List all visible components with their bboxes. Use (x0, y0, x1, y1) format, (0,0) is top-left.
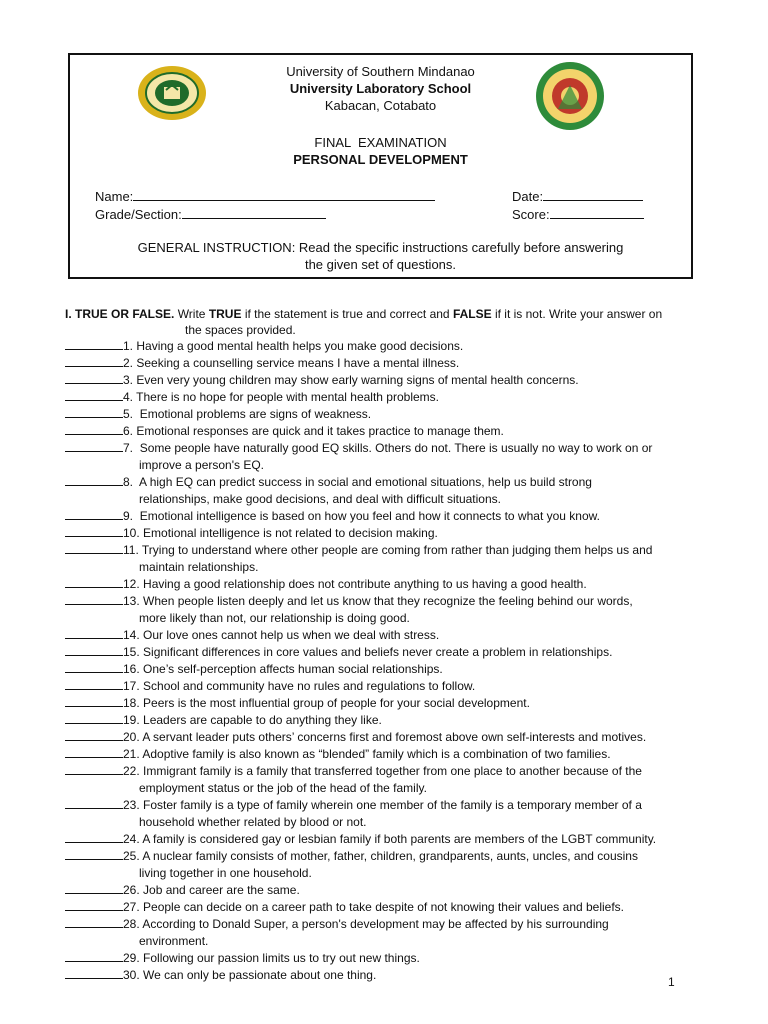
instruction-line-1: GENERAL INSTRUCTION: Read the specific instructions carefully before answering (137, 240, 624, 255)
question-text-continued: relationships, make good decisions, and deal with difficult situations. (139, 492, 501, 506)
question-text-continued: more likely than not, our relationship is doing good. (139, 611, 410, 625)
question-text: Having a good mental health helps you make good decisions. (136, 339, 464, 353)
answer-blank[interactable] (65, 797, 123, 809)
general-instruction (70, 239, 691, 273)
question-number: 16. (123, 662, 140, 676)
question-item (65, 763, 735, 797)
question-item (65, 831, 735, 848)
answer-blank[interactable] (65, 661, 123, 673)
question-item (65, 729, 735, 746)
question-number: 20. (123, 730, 140, 744)
question-item (65, 644, 735, 661)
question-text: Job and career are the same. (143, 883, 300, 897)
question-item (65, 950, 735, 967)
question-text: Having a good relationship does not contribute anything to us having a good health. (143, 577, 587, 591)
grade-section-label: Grade/Section: (95, 207, 182, 222)
question-text: Emotional problems are signs of weakness. (136, 407, 372, 421)
question-number: 28. (123, 917, 140, 931)
question-text: Peers is the most influential group of people for your social development. (143, 696, 530, 710)
question-number: 9. (123, 509, 134, 523)
question-text: Some people have naturally good EQ skills. Others do not. There is usually no way to work on or (136, 441, 653, 455)
section-instructions (65, 306, 725, 338)
score-field[interactable] (512, 206, 644, 223)
section-text-2: if the statement is true and correct and (244, 307, 450, 321)
question-number: 17. (123, 679, 140, 693)
question-item (65, 576, 735, 593)
question-text: Significant differences in core values and beliefs never create a problem in relationships. (143, 645, 613, 659)
answer-blank[interactable] (65, 882, 123, 894)
answer-blank[interactable] (65, 644, 123, 656)
answer-blank[interactable] (65, 355, 123, 367)
question-list (65, 338, 735, 984)
question-text: There is no hope for people with mental health problems. (136, 390, 439, 404)
school-name: University Laboratory School (289, 81, 472, 96)
question-number: 25. (123, 849, 140, 863)
question-item (65, 746, 735, 763)
question-text-continued: living together in one household. (139, 866, 312, 880)
question-text: A servant leader puts others’ concerns first and foremost above own self-interests and motives. (142, 730, 647, 744)
question-item (65, 899, 735, 916)
exam-header-box (68, 53, 693, 279)
question-number: 11. (123, 543, 139, 557)
subject-title: PERSONAL DEVELOPMENT (293, 152, 468, 167)
score-label: Score: (512, 207, 550, 222)
question-item (65, 593, 735, 627)
page-number: 1 (668, 975, 675, 989)
question-number: 21. (123, 747, 140, 761)
question-item (65, 372, 735, 389)
question-item (65, 474, 735, 508)
answer-blank[interactable] (65, 508, 123, 520)
name-field[interactable] (95, 188, 435, 205)
question-text: Adoptive family is also known as “blended” family which is a combination of two families. (142, 747, 611, 761)
date-line[interactable] (543, 188, 643, 201)
question-text: Immigrant family is a family that transferred together from one place to another because of the (143, 764, 642, 778)
question-item (65, 389, 735, 406)
answer-blank[interactable] (65, 848, 123, 860)
answer-blank[interactable] (65, 678, 123, 690)
answer-blank[interactable] (65, 389, 123, 401)
answer-blank[interactable] (65, 695, 123, 707)
answer-blank[interactable] (65, 593, 123, 605)
question-item (65, 797, 735, 831)
true-keyword: TRUE (208, 307, 242, 321)
question-number: 15. (123, 645, 140, 659)
name-label: Name: (95, 189, 134, 204)
question-number: 23. (123, 798, 140, 812)
answer-blank[interactable] (65, 729, 123, 741)
answer-blank[interactable] (65, 406, 123, 418)
answer-blank[interactable] (65, 525, 123, 537)
question-number: 4. (123, 390, 134, 404)
question-text: Trying to understand where other people are coming from rather than judging them helps us and (141, 543, 653, 557)
false-keyword: FALSE (452, 307, 492, 321)
question-item (65, 848, 735, 882)
question-text-continued: maintain relationships. (139, 560, 259, 574)
question-text: People can decide on a career path to take despite of not knowing their values and beliefs. (143, 900, 625, 914)
answer-blank[interactable] (65, 916, 123, 928)
question-text: Even very young children may show early warning signs of mental health concerns. (136, 373, 579, 387)
question-item (65, 627, 735, 644)
answer-blank[interactable] (65, 440, 123, 452)
question-number: 19. (123, 713, 140, 727)
question-text: A family is considered gay or lesbian family if both parents are members of the LGBT community. (142, 832, 657, 846)
question-text-continued: employment status or the job of the head of the family. (139, 781, 427, 795)
exam-title: FINAL EXAMINATION (314, 135, 447, 150)
question-text: Emotional responses are quick and it takes practice to manage them. (136, 424, 504, 438)
question-number: 13. (123, 594, 140, 608)
date-field[interactable] (512, 188, 643, 205)
answer-blank[interactable] (65, 423, 123, 435)
question-number: 10. (123, 526, 140, 540)
question-text: Foster family is a type of family wherein one member of the family is a temporary member of a (143, 798, 642, 812)
answer-blank[interactable] (65, 372, 123, 384)
answer-blank[interactable] (65, 899, 123, 911)
question-item (65, 355, 735, 372)
question-item (65, 695, 735, 712)
grade-section-field[interactable] (95, 206, 326, 223)
section-title: I. TRUE OR FALSE. (65, 307, 175, 321)
question-text: Following our passion limits us to try out new things. (143, 951, 420, 965)
school-location: Kabacan, Cotabato (324, 98, 437, 113)
question-text: According to Donald Super, a person's development may be affected by his surrounding (142, 917, 609, 931)
answer-blank[interactable] (65, 967, 123, 979)
grade-section-line[interactable] (182, 206, 326, 219)
answer-blank[interactable] (65, 338, 123, 350)
section-text-1: Write (177, 307, 206, 321)
question-text: A high EQ can predict success in social and emotional situations, help us build strong (136, 475, 592, 489)
question-text: One’s self-perception affects human social relationships. (143, 662, 443, 676)
name-line[interactable] (133, 188, 435, 201)
question-number: 18. (123, 696, 140, 710)
question-text: Our love ones cannot help us when we deal with stress. (143, 628, 440, 642)
question-item (65, 440, 735, 474)
section-text-4: the spaces provided. (185, 323, 296, 337)
question-item (65, 338, 735, 355)
instruction-line-2: the given set of questions. (304, 257, 457, 272)
answer-blank[interactable] (65, 831, 123, 843)
answer-blank[interactable] (65, 576, 123, 588)
answer-blank[interactable] (65, 763, 123, 775)
university-name: University of Southern Mindanao (286, 64, 475, 79)
answer-blank[interactable] (65, 746, 123, 758)
question-item (65, 406, 735, 423)
answer-blank[interactable] (65, 542, 123, 554)
question-number: 30. (123, 968, 140, 982)
question-number: 7. (123, 441, 134, 455)
question-number: 6. (123, 424, 134, 438)
question-number: 29. (123, 951, 140, 965)
answer-blank[interactable] (65, 712, 123, 724)
question-text: School and community have no rules and regulations to follow. (143, 679, 476, 693)
question-number: 22. (123, 764, 140, 778)
question-item (65, 508, 735, 525)
question-text: We can only be passionate about one thing. (143, 968, 377, 982)
question-item (65, 542, 735, 576)
lab-school-seal-icon (532, 61, 608, 131)
question-number: 24. (123, 832, 140, 846)
question-number: 8. (123, 475, 134, 489)
question-text: Emotional intelligence is based on how you feel and how it connects to what you know. (136, 509, 600, 523)
question-number: 5. (123, 407, 134, 421)
question-item (65, 712, 735, 729)
question-item (65, 423, 735, 440)
question-item (65, 525, 735, 542)
question-text: When people listen deeply and let us know that they recognize the feeling behind our words, (143, 594, 633, 608)
question-text: A nuclear family consists of mother, father, children, grandparents, aunts, uncles, and cousins (142, 849, 638, 863)
question-number: 3. (123, 373, 134, 387)
question-item (65, 661, 735, 678)
score-line[interactable] (550, 206, 644, 219)
question-text: Leaders are capable to do anything they like. (143, 713, 382, 727)
question-text: Emotional intelligence is not related to decision making. (143, 526, 438, 540)
section-text-3: if it is not. Write your answer on (494, 307, 663, 321)
question-text-continued: improve a person's EQ. (139, 458, 265, 472)
answer-blank[interactable] (65, 627, 123, 639)
question-number: 1. (123, 339, 134, 353)
question-text-continued: household whether related by blood or not. (139, 815, 367, 829)
question-item (65, 916, 735, 950)
question-number: 12. (123, 577, 140, 591)
question-item (65, 967, 735, 984)
answer-blank[interactable] (65, 950, 123, 962)
date-label: Date: (512, 189, 544, 204)
question-item (65, 678, 735, 695)
question-item (65, 882, 735, 899)
answer-blank[interactable] (65, 474, 123, 486)
question-text-continued: environment. (139, 934, 209, 948)
question-text: Seeking a counselling service means I have a mental illness. (136, 356, 460, 370)
question-number: 26. (123, 883, 140, 897)
question-number: 27. (123, 900, 140, 914)
question-number: 14. (123, 628, 140, 642)
question-number: 2. (123, 356, 134, 370)
